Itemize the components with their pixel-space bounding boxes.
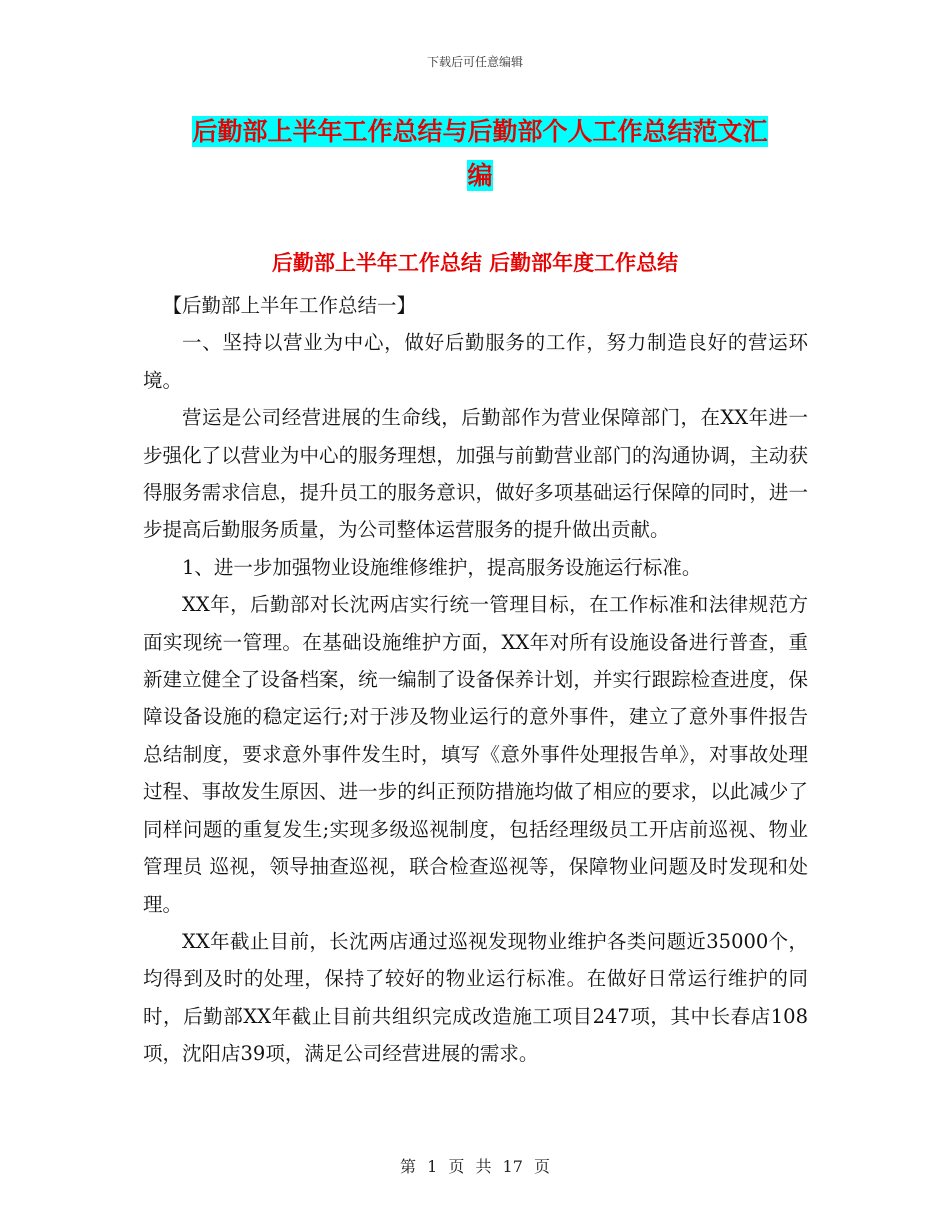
document-body xyxy=(143,287,808,1073)
document-title-line-2: 编 xyxy=(467,161,493,190)
section-label: 【后勤部上半年工作总结一】 xyxy=(162,294,417,317)
page-header-note: 下载后可任意编辑 xyxy=(426,55,523,69)
section-subtitle: 后勤部上半年工作总结 后勤部年度工作总结 xyxy=(271,251,679,275)
document-title xyxy=(140,110,820,198)
page-number: 第 1 页 共 17 页 xyxy=(400,1157,550,1176)
paragraph-heading-1: 一、坚持以营业为中心，做好后勤服务的工作，努力制造良好的营运环境。 xyxy=(143,331,808,392)
paragraph-heading-2: 1、进一步加强物业设施维修维护，提高服务设施运行标准。 xyxy=(182,555,702,579)
paragraph: 营运是公司经营进展的生命线，后勤部作为营业保障部门，在XX年进一步强化了以营业为中心的服务理想，加强与前勤营业部门的沟通协调，主动获得服务需求信息，提升员工的服务意识，做好多项基础运行保障的同时，进一步提高后勤服务质量，为公司整体运营服务的提升做出贡献。 xyxy=(143,406,808,542)
paragraph: XX年，后勤部对长沈两店实行统一管理目标，在工作标准和法律规范方面实现统一管理。在基础设施维护方面，XX年对所有设施设备进行普查，重新建立健全了设备档案，统一编制了设备保养计划，并实行跟踪检查进度，保障设备设施的稳定运行;对于涉及物业运行的意外事件，建立了意外事件报告总结制度，要求意外事件发生时，填写《意外事件处理报告单》，对事故处理过程、事故发生原因、进一步的纠正预防措施均做了相应的要求，以此减少了同样问题的重复发生;实现多级巡视制度，包括经理级员工开店前巡视、物业管理员 巡视，领导抽查巡视，联合检查巡视等，保障物业问题及时发现和处理。 xyxy=(143,593,808,916)
document-title-line-1: 后勤部上半年工作总结与后勤部个人工作总结范文汇 xyxy=(192,117,768,146)
paragraph: XX年截止目前，长沈两店通过巡视发现物业维护各类问题近35000个，均得到及时的处理，保持了较好的物业运行标准。在做好日常运行维护的同时，后勤部XX年截止目前共组织完成改造施工项目247项，其中长春店108项，沈阳店39项，满足公司经营进展的需求。 xyxy=(143,929,808,1066)
